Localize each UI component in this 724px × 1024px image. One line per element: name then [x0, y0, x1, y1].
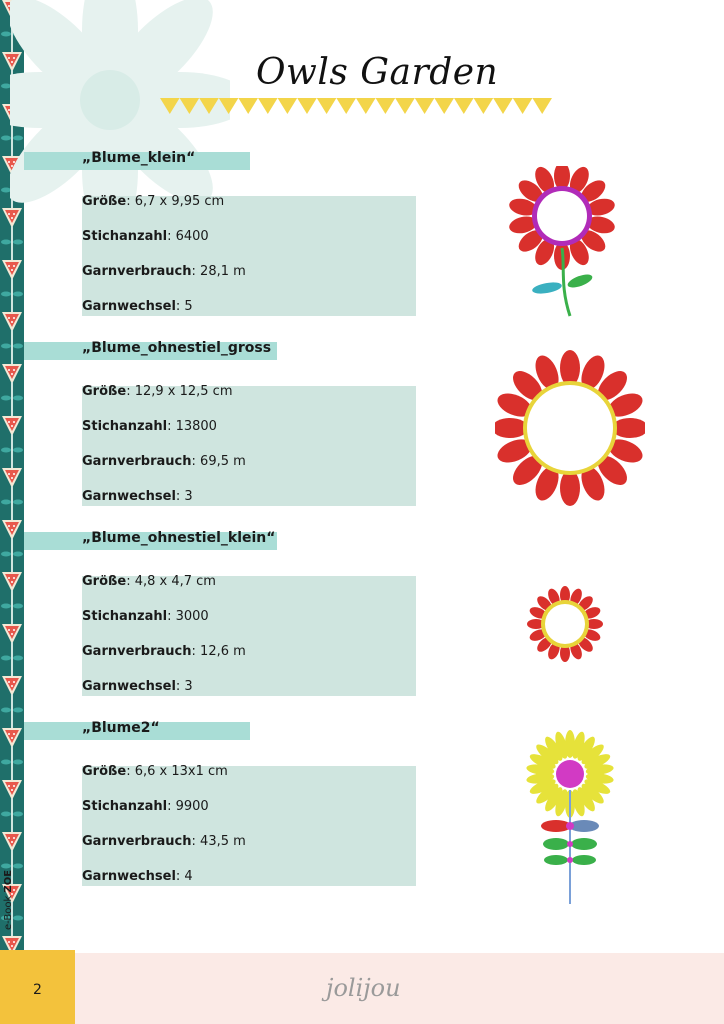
size-row: Größe: 4,8 x 4,7 cm: [82, 574, 216, 589]
info-box: [82, 576, 416, 696]
stitch-count-row: Stichanzahl: 9900: [82, 799, 209, 814]
info-box: [82, 196, 416, 316]
page-title: Owls Garden: [256, 52, 499, 93]
yarn-usage-row: Garnverbrauch: 12,6 m: [82, 644, 246, 659]
section-label-bar: [24, 152, 250, 170]
section-title: „Blume2“: [82, 720, 160, 736]
section-title: „Blume_klein“: [82, 150, 196, 166]
flower-large-no-stem-image: [495, 348, 645, 508]
color-change-row: Garnwechsel: 3: [82, 489, 193, 504]
section-title: „Blume_ohnestiel_klein“: [82, 530, 276, 546]
yellow-flower-with-stem-image: [526, 728, 616, 906]
color-change-row: Garnwechsel: 4: [82, 869, 193, 884]
info-box: [82, 766, 416, 886]
stitch-count-row: Stichanzahl: 13800: [82, 419, 217, 434]
stitch-count-row: Stichanzahl: 3000: [82, 609, 209, 624]
section-title: „Blume_ohnestiel_gross: [82, 340, 272, 356]
stitch-count-row: Stichanzahl: 6400: [82, 229, 209, 244]
color-change-row: Garnwechsel: 5: [82, 299, 193, 314]
size-row: Größe: 12,9 x 12,5 cm: [82, 384, 233, 399]
section-label-bar: [24, 532, 277, 550]
yarn-usage-row: Garnverbrauch: 28,1 m: [82, 264, 246, 279]
zigzag-banner: [160, 98, 552, 116]
section-label-bar: [24, 722, 250, 740]
page-number: 2: [33, 982, 42, 998]
size-row: Größe: 6,7 x 9,95 cm: [82, 194, 225, 209]
yarn-usage-row: Garnverbrauch: 69,5 m: [82, 454, 246, 469]
flower-small-no-stem-image: [526, 586, 604, 662]
yarn-usage-row: Garnverbrauch: 43,5 m: [82, 834, 246, 849]
info-box: [82, 386, 416, 506]
flower-small-with-stem-image: [505, 166, 620, 322]
ebook-side-label: e-Book ZOE: [3, 869, 14, 930]
brand-logo: jolijou: [326, 974, 401, 1002]
color-change-row: Garnwechsel: 3: [82, 679, 193, 694]
size-row: Größe: 6,6 x 13x1 cm: [82, 764, 228, 779]
section-label-bar: [24, 342, 277, 360]
